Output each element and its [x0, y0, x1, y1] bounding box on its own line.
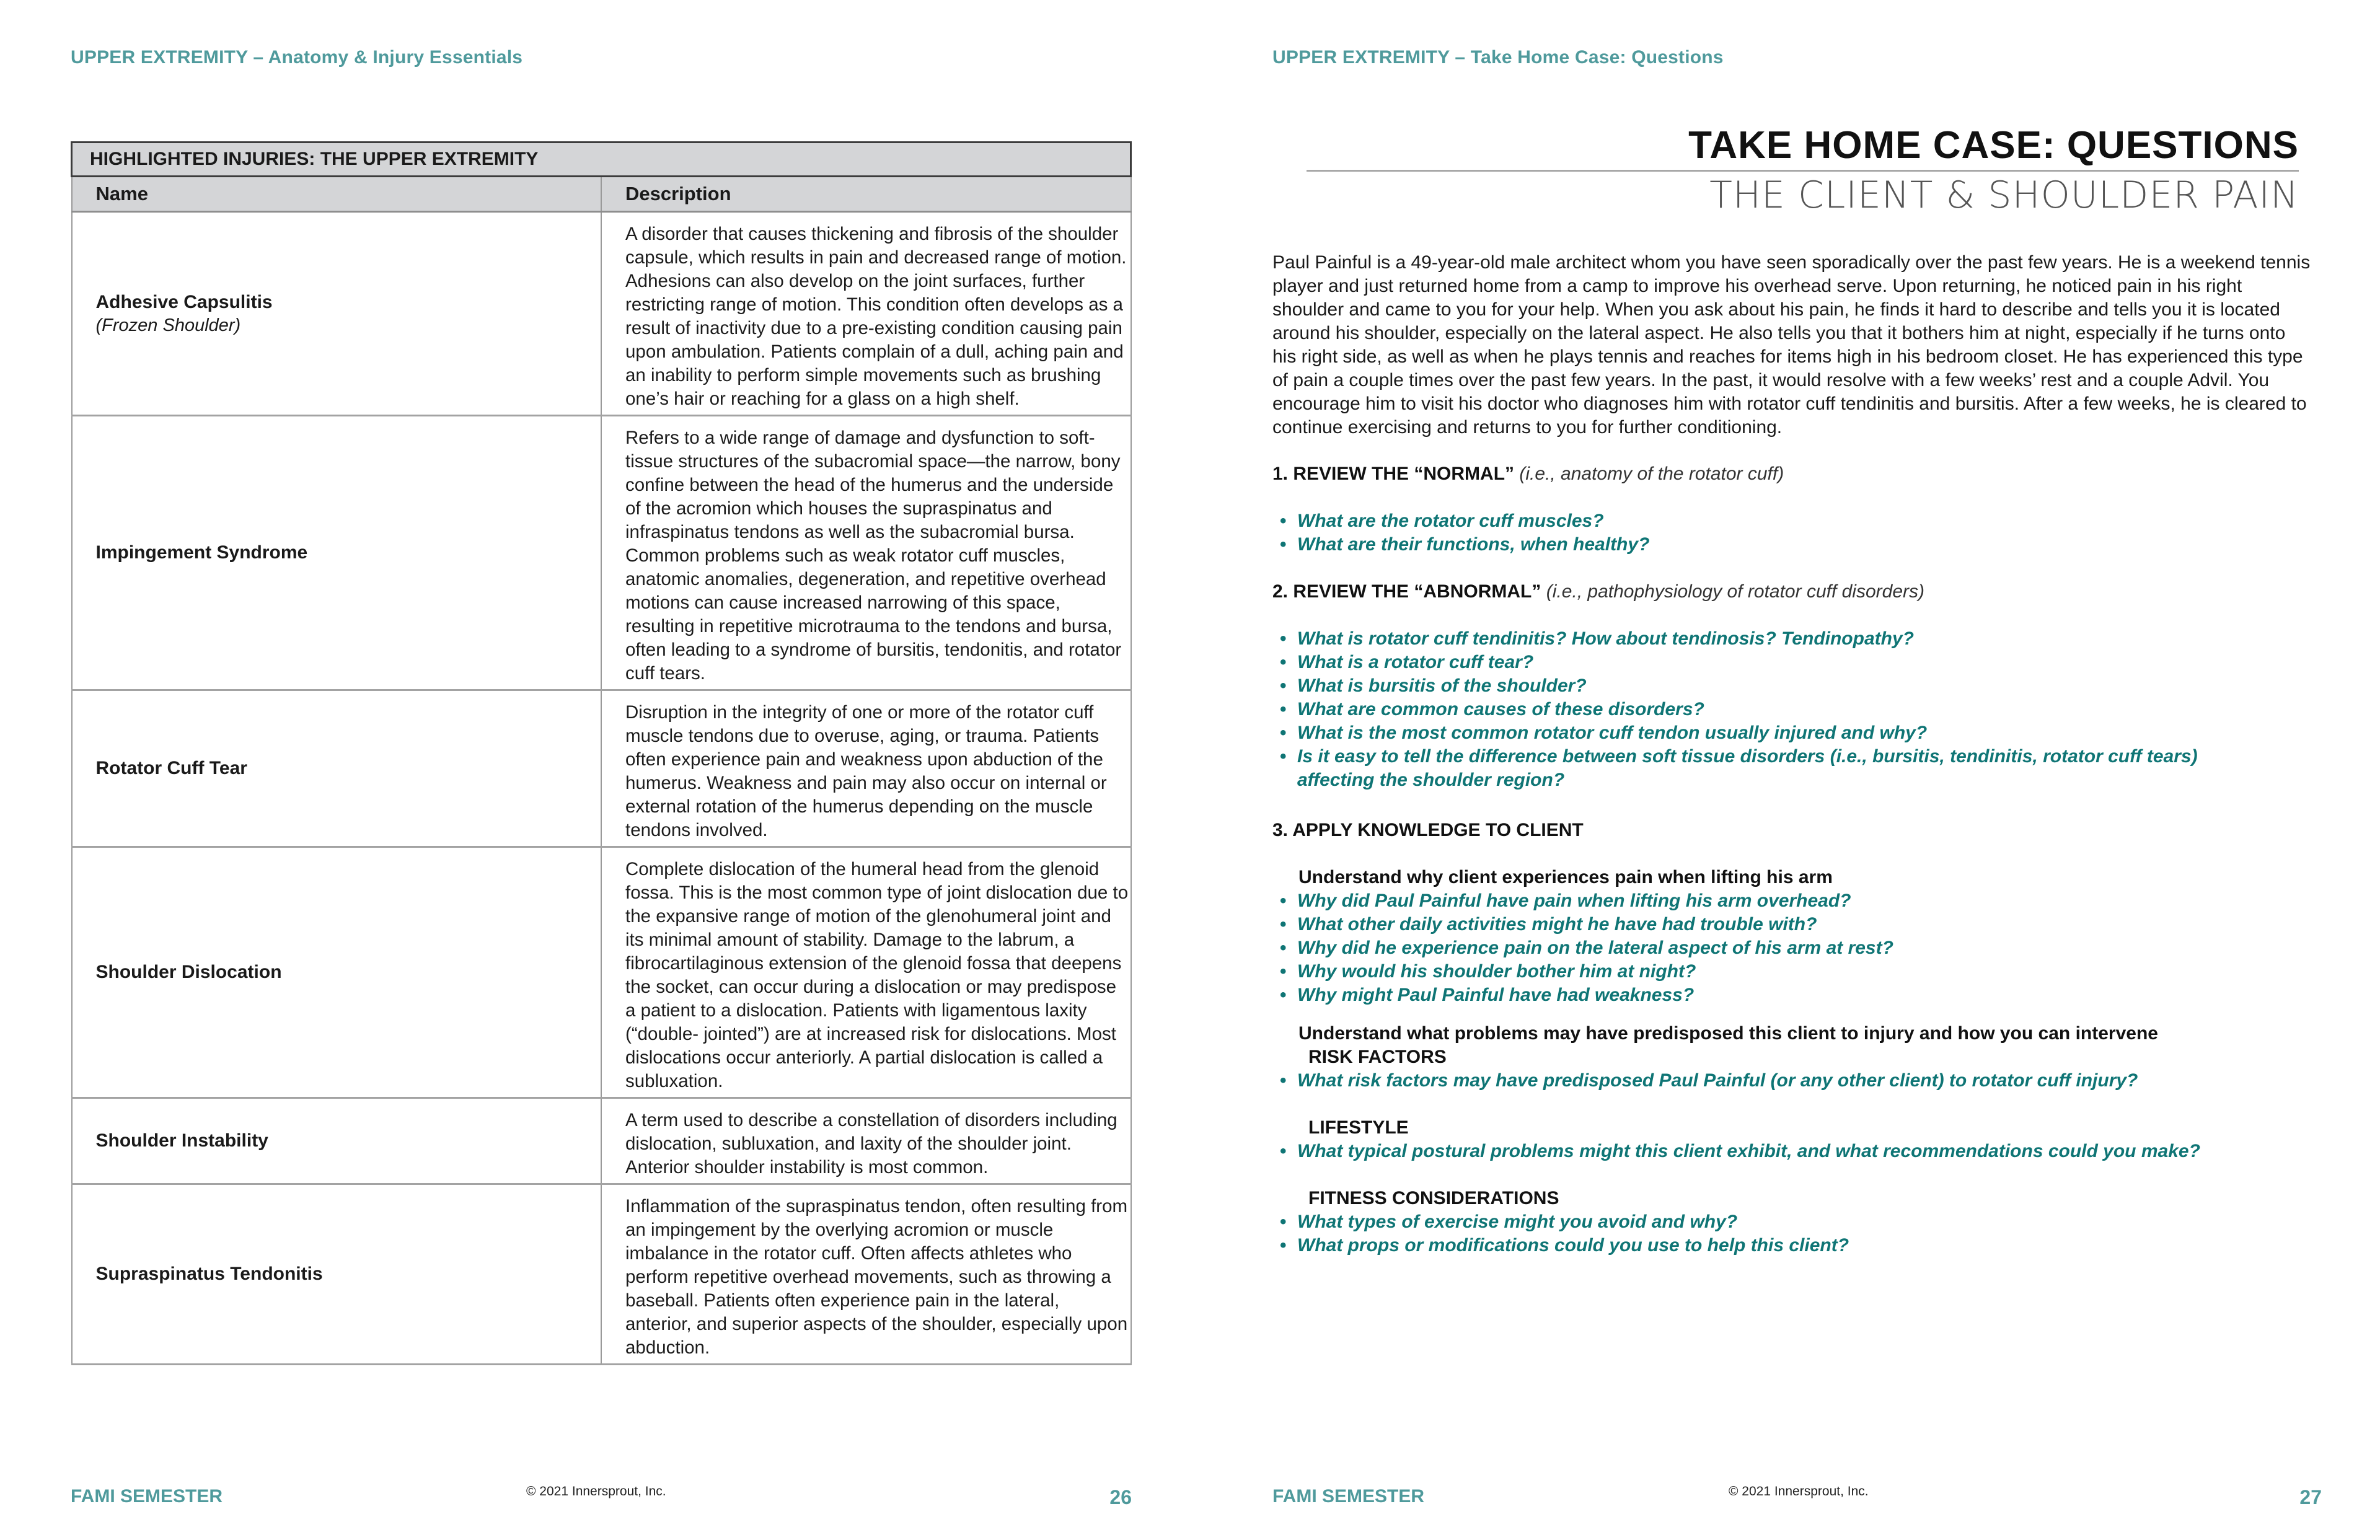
question-text: What is bursitis of the shoulder? [1297, 675, 1587, 696]
subsection-heading: Understand why client experiences pain when lifting his arm [1298, 867, 1833, 887]
running-head: UPPER EXTREMITY – Anatomy & Injury Essentials [71, 47, 523, 68]
bullet-icon: • [1280, 723, 1287, 743]
question-item [1272, 651, 2320, 674]
category-risk-factors: RISK FACTORS [1308, 1047, 1447, 1067]
table-row [72, 212, 1131, 416]
question-text: What are common causes of these disorders? [1297, 699, 1704, 719]
footer-brand: FAMI SEMESTER [71, 1486, 223, 1507]
section-title: 2. REVIEW THE “ABNORMAL” [1272, 581, 1541, 602]
injury-name-cell [72, 212, 602, 416]
bullet-icon: • [1280, 1141, 1287, 1161]
bullet-icon: • [1280, 675, 1287, 696]
page-number: 26 [1109, 1486, 1132, 1508]
section-heading [1272, 819, 2320, 842]
question-text: Why might Paul Painful have had weakness? [1297, 985, 1695, 1005]
table-title: HIGHLIGHTED INJURIES: THE UPPER EXTREMITY [72, 143, 1131, 177]
question-text: Is it easy to tell the difference between soft tissue disorders (i.e., bursitis, tendinitis, rotator cuff tears) affecting the shoulder region? [1297, 746, 2198, 790]
injury-name: Impingement Syndrome [95, 542, 308, 563]
question-text: Why did Paul Painful have pain when lifting his arm overhead? [1297, 891, 1851, 911]
question-item [1272, 1210, 2320, 1234]
bullet-icon: • [1280, 914, 1287, 935]
question-item [1272, 745, 2320, 792]
question-list [1272, 1069, 2320, 1093]
injury-name-cell [72, 1098, 602, 1184]
injury-name-cell [72, 690, 602, 847]
question-text: What is rotator cuff tendinitis? How about tendinosis? Tendinopathy? [1297, 628, 1914, 649]
question-item [1272, 960, 2320, 983]
table-row [72, 1098, 1131, 1184]
category-lifestyle: LIFESTYLE [1308, 1117, 1409, 1138]
injury-description: Disruption in the integrity of one or more of the rotator cuff muscle tendons due to overuse, aging, or trauma. Patients often experience pain and weakness upon abduction of the humerus. Weakness and pain may also occur on internal or external rotation of the humerus depending on the muscle tendons involved. [601, 690, 1131, 847]
injury-description: Complete dislocation of the humeral head from the glenoid fossa. This is the most common type of joint dislocation due to the expansive range of motion of the glenohumeral joint and its minimal amount of stability. Damage to the labrum, a fibrocartilaginous extension of the glenoid fossa that deepens the socket, can occur during a dislocation or may predispose a patient to a dislocation. Patients with ligamentous laxity (“double- jointed”) are at increased risk for dislocations. Most dislocations occur anteriorly. A partial dislocation is called a subluxation. [601, 847, 1131, 1098]
subsection-pain-lifting [1272, 866, 2320, 1007]
question-text: What is the most common rotator cuff tendon usually injured and why? [1297, 723, 1928, 743]
injury-alias: (Frozen Shoulder) [95, 315, 241, 335]
bullet-icon: • [1280, 511, 1287, 531]
table-row [72, 416, 1131, 690]
footer-copyright: © 2021 Innersprout, Inc. [526, 1484, 666, 1498]
injury-name-cell [72, 416, 602, 690]
injury-table [71, 141, 1132, 1365]
bullet-icon: • [1280, 746, 1287, 767]
bullet-icon: • [1280, 652, 1287, 672]
question-list [1272, 1210, 2320, 1257]
bullet-icon: • [1280, 699, 1287, 719]
section-heading [1272, 580, 2320, 604]
question-item [1272, 721, 2320, 745]
bullet-icon: • [1280, 628, 1287, 649]
question-text: Why would his shoulder bother him at night? [1297, 961, 1696, 982]
question-text: What types of exercise might you avoid and why? [1297, 1212, 1738, 1232]
section-apply-knowledge [1272, 819, 2320, 1257]
question-text: What are their functions, when healthy? [1297, 534, 1650, 555]
question-text: What typical postural problems might this client exhibit, and what recommendations could you make? [1297, 1141, 2200, 1161]
injury-description: A term used to describe a constellation of disorders including dislocation, subluxation, and laxity of the shoulder joint. Anterior shoulder instability is most common. [601, 1098, 1131, 1184]
question-item [1272, 889, 2320, 913]
injury-description: A disorder that causes thickening and fibrosis of the shoulder capsule, which results in pain and decreased range of motion. Adhesions can also develop on the joint surfaces, further restricting range of motion. This condition often develops as a result of inactivity due to a pre-existing condition causing pain upon ambulation. Patients complain of a dull, aching pain and an inability to perform simple movements such as brushing one’s hair or reaching for a glass on a high shelf. [601, 212, 1131, 416]
question-text: What other daily activities might he have had trouble with? [1297, 914, 1817, 935]
question-text: What props or modifications could you use to help this client? [1297, 1235, 1849, 1256]
page-number: 27 [2299, 1486, 2322, 1508]
question-item [1272, 509, 2320, 533]
question-item [1272, 674, 2320, 698]
question-item [1272, 913, 2320, 936]
section-title: 1. REVIEW THE “NORMAL” [1272, 464, 1515, 484]
table-title-row [72, 143, 1131, 177]
question-list [1272, 509, 2320, 557]
section-title: 3. APPLY KNOWLEDGE TO CLIENT [1272, 820, 1584, 840]
table-header-row [72, 177, 1131, 212]
bullet-icon: • [1280, 938, 1287, 958]
footer-brand: FAMI SEMESTER [1272, 1486, 1425, 1507]
question-text: What is a rotator cuff tear? [1297, 652, 1534, 672]
section-review-abnormal [1272, 580, 2320, 792]
bullet-icon: • [1280, 961, 1287, 982]
page-subtitle: THE CLIENT & SHOULDER PAIN [1709, 174, 2299, 217]
question-item [1272, 1234, 2320, 1257]
right-page [1190, 0, 2380, 1540]
category-fitness-considerations: FITNESS CONSIDERATIONS [1308, 1188, 1559, 1208]
footer-copyright: © 2021 Innersprout, Inc. [1729, 1484, 1869, 1498]
section-review-normal [1272, 462, 2320, 557]
question-item [1272, 533, 2320, 557]
bullet-icon: • [1280, 985, 1287, 1005]
table-row [72, 690, 1131, 847]
case-intro: Paul Painful is a 49-year-old male architect whom you have seen sporadically over the past few years. He is a weekend tennis player and just returned home from a camp to improve his overhead serve. Upon returning, he noticed pain in his right shoulder and came to you for your help. When you ask about his pain, he finds it hard to describe and tells you it is located around his shoulder, especially on the lateral aspect. He also tells you that it bothers him at night, especially if he turns onto his right side, as well as when he plays tennis and reaches for items high in his bedroom closet. He has experienced this type of pain a couple times over the past few years. In the past, it would resolve with a few weeks’ rest and a couple Advil. You encourage him to visit his doctor who diagnoses him with rotator cuff tendinitis and bursitis. After a few weeks, he is cleared to continue exercising and returns to you for further conditioning. [1272, 252, 2311, 438]
question-text: What risk factors may have predisposed Paul Painful (or any other client) to rotator cuff injury? [1297, 1070, 2138, 1091]
title-divider [1307, 170, 2299, 172]
injury-name-cell [72, 847, 602, 1098]
running-head: UPPER EXTREMITY – Take Home Case: Questions [1272, 47, 1724, 68]
table-row [72, 1184, 1131, 1365]
bullet-icon: • [1280, 534, 1287, 555]
injury-name-cell [72, 1184, 602, 1365]
injury-name: Supraspinatus Tendonitis [95, 1264, 323, 1284]
section-heading [1272, 462, 2320, 486]
injury-name: Adhesive Capsulitis [95, 291, 273, 312]
question-item [1272, 1069, 2320, 1093]
section-note: (i.e., pathophysiology of rotator cuff disorders) [1546, 581, 1925, 602]
injury-description: Refers to a wide range of damage and dysfunction to soft-tissue structures of the subacromial space—the narrow, bony confine between the head of the humerus and the underside of the acromion which houses the supraspinatus and infraspinatus tendons as well as the subacromial bursa. Common problems such as weak rotator cuff muscles, anatomic anomalies, degeneration, and repetitive overhead motions can cause increased narrowing of this space, resulting in repetitive microtrauma to the tendons and bursa, often leading to a syndrome of bursitis, tendonitis, and rotator cuff tears. [601, 416, 1131, 690]
page-title: TAKE HOME CASE: QUESTIONS [1688, 124, 2299, 167]
question-item [1272, 1140, 2320, 1163]
question-item [1272, 983, 2320, 1007]
question-list [1272, 889, 2320, 1007]
bullet-icon: • [1280, 891, 1287, 911]
question-text: What are the rotator cuff muscles? [1297, 511, 1604, 531]
subsection-predisposition [1272, 1022, 2320, 1257]
bullet-icon: • [1280, 1070, 1287, 1091]
injury-name: Shoulder Dislocation [95, 962, 282, 982]
bullet-icon: • [1280, 1212, 1287, 1232]
question-item [1272, 698, 2320, 721]
bullet-icon: • [1280, 1235, 1287, 1256]
question-list [1272, 627, 2320, 792]
table-row [72, 847, 1131, 1098]
question-list [1272, 1140, 2320, 1163]
question-item [1272, 627, 2320, 651]
column-header-name: Name [72, 177, 602, 212]
injury-name: Shoulder Instability [95, 1130, 268, 1151]
column-header-description: Description [601, 177, 1131, 212]
title-block [1307, 124, 2299, 216]
injury-description: Inflammation of the supraspinatus tendon, often resulting from an impingement by the overlying acromion or muscle imbalance in the rotator cuff. Often affects athletes who perform repetitive overhead movements, such as throwing a baseball. Patients often experience pain in the lateral, anterior, and superior aspects of the shoulder, especially upon abduction. [601, 1184, 1131, 1365]
question-text: Why did he experience pain on the lateral aspect of his arm at rest? [1297, 938, 1893, 958]
injury-name: Rotator Cuff Tear [95, 758, 247, 778]
question-item [1272, 936, 2320, 960]
subsection-heading: Understand what problems may have predisposed this client to injury and how you can intervene [1298, 1023, 2158, 1044]
section-note: (i.e., anatomy of the rotator cuff) [1519, 464, 1784, 484]
